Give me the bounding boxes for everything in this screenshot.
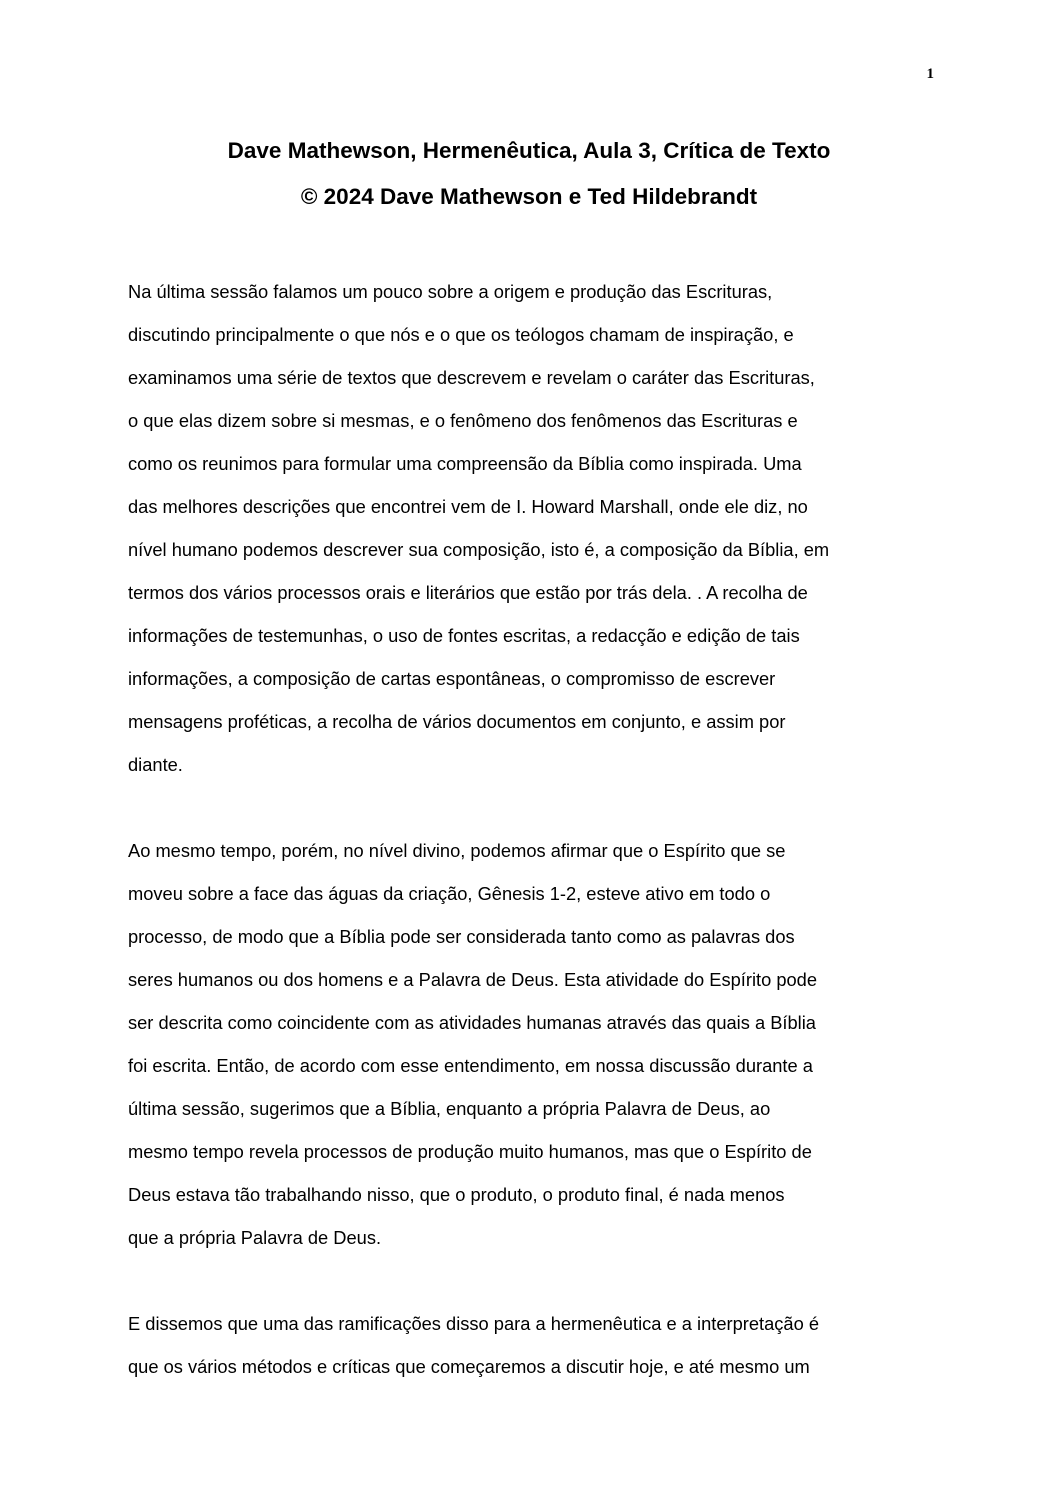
text-line: Na última sessão falamos um pouco sobre a origem e produção das Escrituras, xyxy=(128,281,773,302)
text-line: E dissemos que uma das ramificações disso para a hermenêutica e a interpretação é xyxy=(128,1313,819,1334)
text-line: informações de testemunhas, o uso de fontes escritas, a redacção e edição de tais xyxy=(128,625,800,646)
text-line: moveu sobre a face das águas da criação, Gênesis 1-2, esteve ativo em todo o xyxy=(128,883,771,904)
text-line: processo, de modo que a Bíblia pode ser considerada tanto como as palavras dos xyxy=(128,926,795,947)
text-line: mensagens proféticas, a recolha de vários documentos em conjunto, e assim por xyxy=(128,711,786,732)
document-body xyxy=(128,270,940,1388)
text-line: discutindo principalmente o que nós e o que os teólogos chamam de inspiração, e xyxy=(128,324,794,345)
document-title xyxy=(0,128,1058,220)
text-line: Deus estava tão trabalhando nisso, que o produto, o produto final, é nada menos xyxy=(128,1184,785,1205)
paragraph-1 xyxy=(128,270,940,786)
text-line: das melhores descrições que encontrei vem de I. Howard Marshall, onde ele diz, no xyxy=(128,496,808,517)
title-line-2: © 2024 Dave Mathewson e Ted Hildebrandt xyxy=(300,184,758,209)
text-line: que a própria Palavra de Deus. xyxy=(128,1227,382,1248)
text-line: examinamos uma série de textos que descrevem e revelam o caráter das Escrituras, xyxy=(128,367,815,388)
text-line: Ao mesmo tempo, porém, no nível divino, podemos afirmar que o Espírito que se xyxy=(128,840,786,861)
text-line: ser descrita como coincidente com as atividades humanas através das quais a Bíblia xyxy=(128,1012,816,1033)
text-line: informações, a composição de cartas espontâneas, o compromisso de escrever xyxy=(128,668,776,689)
text-line: o que elas dizem sobre si mesmas, e o fenômeno dos fenômenos das Escrituras e xyxy=(128,410,798,431)
text-line: seres humanos ou dos homens e a Palavra de Deus. Esta atividade do Espírito pode xyxy=(128,969,818,990)
paragraph-2 xyxy=(128,829,940,1259)
text-line: nível humano podemos descrever sua composição, isto é, a composição da Bíblia, em xyxy=(128,539,830,560)
text-line: mesmo tempo revela processos de produção muito humanos, mas que o Espírito de xyxy=(128,1141,812,1162)
text-line: foi escrita. Então, de acordo com esse entendimento, em nossa discussão durante a xyxy=(128,1055,813,1076)
text-line: última sessão, sugerimos que a Bíblia, enquanto a própria Palavra de Deus, ao xyxy=(128,1098,771,1119)
text-line: diante. xyxy=(128,754,183,775)
page-number: 1 xyxy=(926,66,934,82)
paragraph-3 xyxy=(128,1302,940,1388)
text-line: que os vários métodos e críticas que começaremos a discutir hoje, e até mesmo um xyxy=(128,1356,810,1377)
title-line-1: Dave Mathewson, Hermenêutica, Aula 3, Crítica de Texto xyxy=(227,138,831,163)
text-line: termos dos vários processos orais e literários que estão por trás dela. . A recolha de xyxy=(128,582,808,603)
text-line: como os reunimos para formular uma compreensão da Bíblia como inspirada. Uma xyxy=(128,453,802,474)
